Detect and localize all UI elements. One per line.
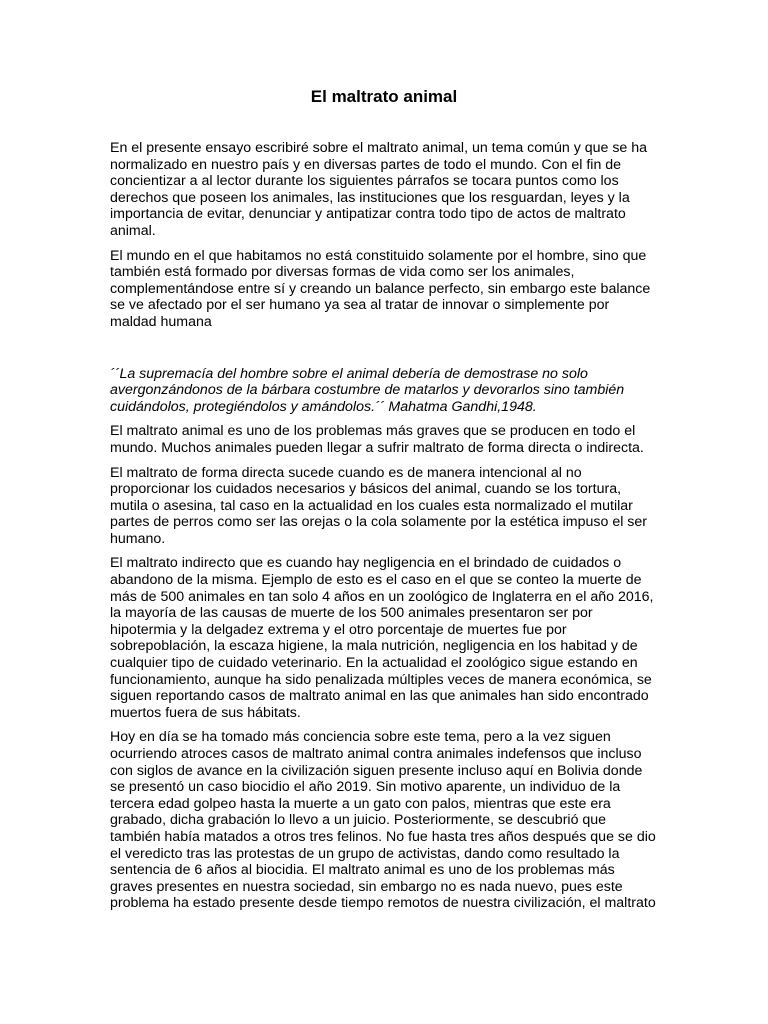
text-line: maldad humana: [110, 313, 212, 330]
text-line: ´´La supremacía del hombre sobre el animal debería de demostrase no solo: [110, 365, 588, 382]
text-line: problema ha estado presente desde tiempo remotos de nuestra civilización, el maltrato: [110, 895, 656, 912]
text-line: humano.: [110, 530, 166, 547]
text-line: complementándose entre sí y creando un balance perfecto, sin embargo este balance: [110, 280, 651, 297]
text-line: siguen reportando casos de maltrato animal en las que animales han sido encontrado: [110, 688, 649, 705]
text-line: partes de perros como ser las orejas o la cola solamente por la estética impuso el ser: [110, 514, 648, 531]
text-line: hipotermia y la delgadez extrema y el otro porcentaje de muertes fue por: [110, 621, 567, 638]
text-line: El maltrato de forma directa sucede cuando es de manera intencional al no: [110, 464, 582, 481]
text-line: importancia de evitar, denunciar y antipatizar contra todo tipo de actos de maltrato: [110, 206, 626, 223]
text-line: El mundo en el que habitamos no está constituido solamente por el hombre, sino que: [110, 247, 647, 264]
text-line: también había matados a otros tres felinos. No fue hasta tres años después que se dio: [110, 828, 656, 845]
text-line: abandono de la misma. Ejemplo de esto es el caso en el que se conteo la muerte de: [110, 572, 642, 589]
text-line: funcionamiento, aunque ha sido penalizada múltiples veces de manera económica, se: [110, 671, 652, 688]
text-line: sentencia de 6 años al biocidia. El maltrato animal es uno de los problemas más: [110, 862, 615, 879]
text-line: tercera edad golpeo hasta la muerte a un gato con palos, mientras que este era: [110, 795, 611, 812]
text-line: En el presente ensayo escribiré sobre el maltrato animal, un tema común y que se ha: [110, 140, 648, 156]
body-paragraph: [110, 729, 658, 912]
text-line: cuidándolos, protegiéndolos y amándolos.´´ Mahatma Gandhi,1948.: [110, 398, 537, 415]
text-line: con siglos de avance en la civilización siguen presente incluso aquí en Bolivia donde: [110, 762, 643, 779]
text-line: concientizar a al lector durante los siguientes párrafos se tocara puntos como los: [110, 173, 619, 190]
text-line: se presentó un caso biocidio el año 2019. Sin motivo aparente, un individuo de la: [110, 779, 621, 796]
document-title: El maltrato animal: [310, 87, 458, 106]
text-line: cualquier tipo de cuidado veterinario. En la actualidad el zoológico sigue estando en: [110, 655, 638, 672]
body-paragraph: [110, 248, 658, 331]
body-paragraph: [110, 423, 658, 456]
quote-paragraph: [110, 366, 658, 416]
text-line: más de 500 animales en tan solo 4 años en un zoológico de Inglaterra en el año 2016,: [110, 588, 654, 605]
text-line: grabado, dicha grabación lo llevo a un juicio. Posteriormente, se descubrió que: [110, 812, 607, 829]
document-body: [110, 140, 658, 920]
text-line: mutila o asesina, tal caso en la actualidad en los cuales esta normalizado el mutilar: [110, 497, 633, 514]
text-line: sobrepoblación, la escaza higiene, la mala nutrición, negligencia en los habitad y de: [110, 638, 638, 655]
text-line: Hoy en día se ha tomado más conciencia sobre este tema, pero a la vez siguen: [110, 729, 611, 746]
text-line: El maltrato animal es uno de los problemas más graves que se producen en todo el: [110, 423, 636, 440]
text-line: ocurriendo atroces casos de maltrato animal contra animales indefensos que incluso: [110, 746, 642, 762]
body-paragraph: [110, 555, 658, 721]
text-line: muertos fuera de sus hábitats.: [110, 704, 301, 721]
text-line: el veredicto tras las protestas de un grupo de activistas, dando como resultado la: [110, 845, 620, 862]
text-line: El maltrato indirecto que es cuando hay negligencia en el brindado de cuidados o: [110, 555, 622, 572]
text-line: avergonzándonos de la bárbara costumbre de matarlos y devorarlos sino también: [110, 382, 625, 399]
text-line: mundo. Muchos animales pueden llegar a sufrir maltrato de forma directa o indirecta.: [110, 439, 644, 456]
text-line: animal.: [110, 222, 156, 239]
text-line: proporcionar los cuidados necesarios y básicos del animal, cuando se los tortura,: [110, 481, 622, 498]
body-paragraph: [110, 140, 658, 240]
text-line: graves presentes en nuestra sociedad, sin embargo no es nada nuevo, pues este: [110, 878, 623, 895]
body-paragraph: [110, 465, 658, 548]
text-line: la mayoría de las causas de muerte de los 500 animales presentaron ser por: [110, 605, 593, 622]
text-line: derechos que poseen los animales, las instituciones que los resguardan, leyes y la: [110, 189, 630, 206]
text-line: se ve afectado por el ser humano ya sea al tratar de innovar o simplemente por: [110, 297, 610, 314]
text-line: normalizado en nuestro país y en diversas partes de todo el mundo. Con el fin de: [110, 156, 622, 173]
text-line: también está formado por diversas formas de vida como ser los animales,: [110, 264, 575, 281]
